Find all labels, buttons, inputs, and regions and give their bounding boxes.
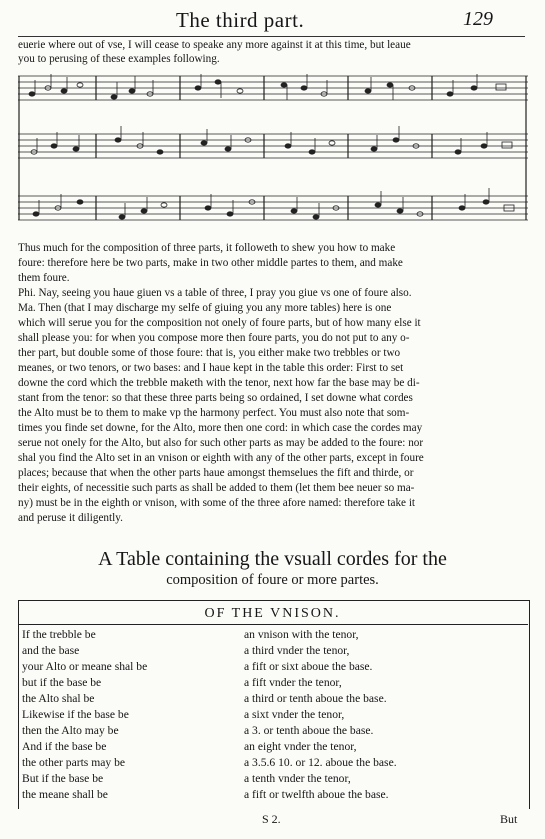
body-line: times you finde set downe, for the Alto, more then one cord: in which case the cordes may (18, 422, 423, 434)
table-row-interval: a tenth vnder the tenor, (244, 772, 351, 785)
table-row-interval: a 3.5.6 10. or 12. aboue the base. (244, 756, 397, 769)
table-row-interval: an vnison with the tenor, (244, 628, 359, 641)
barlines (19, 76, 526, 220)
table-row-condition: the meane shall be (22, 788, 108, 801)
table-row (22, 723, 522, 739)
body-line: places; because that when the other parts haue amongst themselues the fift and thirde, or (18, 467, 414, 479)
table-row-interval: a fift or twelfth aboue the base. (244, 788, 389, 801)
body-line: them foure. (18, 272, 70, 284)
table-row (22, 787, 522, 803)
body-line: ny) must be in the eighth or vnison, with some of the three afore named: therefore take it (18, 497, 416, 509)
running-head: The third part. (176, 8, 305, 32)
table-title: A Table containing the vsuall cordes for the (98, 548, 447, 570)
table-row-condition: Likewise if the base be (22, 708, 129, 721)
table-row (22, 771, 522, 787)
body-line: foure: therefore here be two parts, make in two other middle partes to them, and make (18, 257, 403, 269)
table-row (22, 755, 522, 771)
body-line: Ma. Then (that I may discharge my selfe of giuing you any more tables) here is one (18, 302, 392, 314)
body-line: shall please you: for when you compose more then foure parts, you do not put to any o- (18, 332, 410, 344)
table-row-interval: a 3. or tenth aboue the base. (244, 724, 374, 737)
table-row-condition: But if the base be (22, 772, 104, 785)
table-row (22, 739, 522, 755)
signature-mark: S 2. (262, 812, 281, 826)
table-row-condition: And if the base be (22, 740, 107, 753)
table-row (22, 643, 522, 659)
body-line: downe the cord which the trebble maketh with the tenor, next how far the base may be di- (18, 377, 420, 389)
body-line: Thus much for the composition of three parts, it followeth to shew you how to make (18, 242, 396, 254)
table-row (22, 675, 522, 691)
body-line: ther part, but double some of those foure: that is, you either make two trebbles or two (18, 347, 401, 359)
table-heading: OF THE VNISON. (204, 606, 341, 621)
table-row-interval: a sixt vnder the tenor, (244, 708, 345, 721)
table-row (22, 627, 522, 643)
table-row-condition: If the trebble be (22, 628, 96, 641)
body-line: meanes, or two tenors, or two bases: and I haue kept in the table this order: First to set (18, 362, 404, 374)
table-row-condition: your Alto or meane shal be (22, 660, 148, 673)
body-line: the Alto must be to them to make vp the harmony perfect. You must also note that som- (18, 407, 410, 419)
table-row (22, 659, 522, 675)
body-line: and peruse it diligently. (18, 512, 123, 524)
table-row-condition: then the Alto may be (22, 724, 119, 737)
body-line: stant from the tenor: so that these three parts being so ordained, I set downe what cordes (18, 392, 413, 404)
page-number: 129 (463, 8, 493, 30)
body-line: Phi. Nay, seeing you haue giuen vs a table of three, I pray you giue vs one of foure also. (18, 287, 412, 299)
table-row-condition: and the base (22, 644, 80, 657)
music-example-staves (18, 72, 528, 238)
table-row-condition: the Alto shal be (22, 692, 95, 705)
table-row-interval: a fift vnder the tenor, (244, 676, 342, 689)
table-row-condition: but if the base be (22, 676, 102, 689)
table-row (22, 707, 522, 723)
body-line: which will serue you for the composition not onely of foure parts, but of how many else it (18, 317, 421, 329)
body-line: serue not onely for the Alto, but also for such other parts as may be added to the foure: nor (18, 437, 424, 449)
text-line: euerie where out of vse, I will cease to speake any more against it at this time, but leaue (18, 39, 411, 51)
staff-3 (18, 196, 528, 220)
staff-2 (18, 134, 528, 158)
text-line: you to perusing of these examples following. (18, 53, 220, 65)
body-line: shal you find the Alto set in an vnison or eighth with any of the other parts, except in foure (18, 452, 424, 464)
table-row-interval: a third or tenth aboue the base. (244, 692, 387, 705)
header-rule (18, 36, 525, 37)
catchword: But (500, 812, 518, 826)
table-row-condition: the other parts may be (22, 756, 126, 769)
body-line: their eights, of necessitie such parts as shall be added to them (let them bee neuer so ma- (18, 482, 415, 494)
table-row-interval: an eight vnder the tenor, (244, 740, 357, 753)
table-row-interval: a fift or sixt aboue the base. (244, 660, 373, 673)
table-subtitle: composition of foure or more partes. (166, 572, 379, 588)
table-heading-rule (18, 624, 528, 625)
notes (29, 74, 514, 219)
table-row-interval: a third vnder the tenor, (244, 644, 350, 657)
table-row (22, 691, 522, 707)
